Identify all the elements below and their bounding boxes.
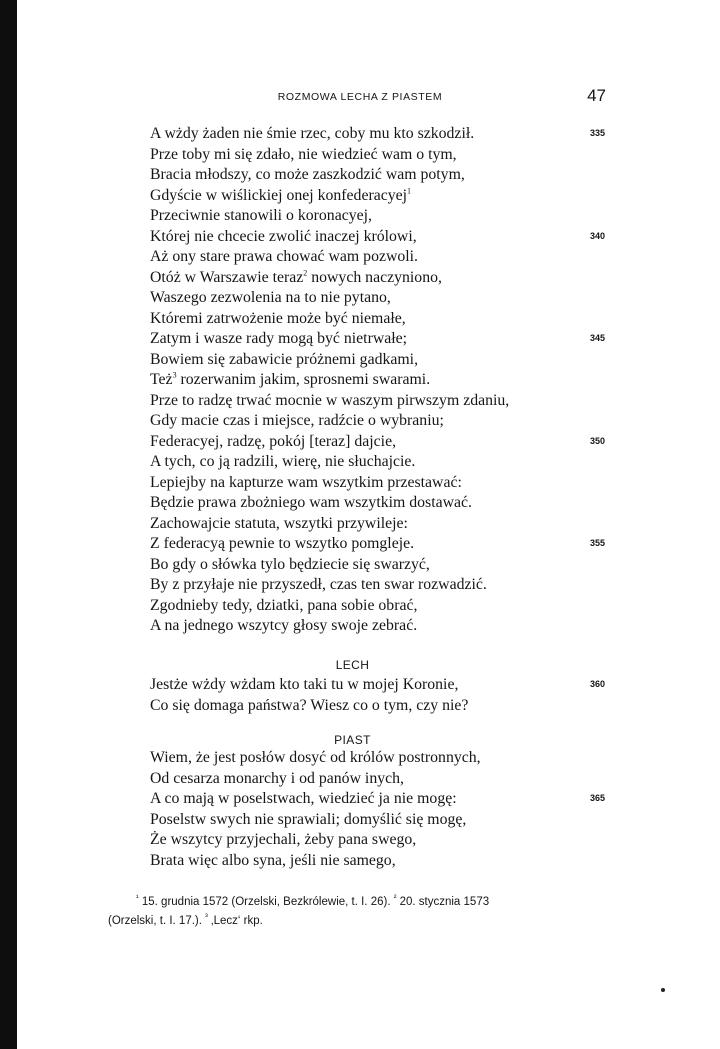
verse-line: [150, 227, 605, 248]
verse-text: Wiem, że jest posłów dosyć od królów postronnych,: [150, 749, 481, 766]
verse-text: Lepiejby na kapturze wam wszytkim przestawać:: [150, 473, 462, 491]
footnotes: [108, 893, 600, 931]
verse-text: Będzie prawa zbożniego wam wszytkim dostawać.: [150, 494, 472, 511]
verse-line: [150, 596, 605, 617]
paper-speck: [661, 988, 665, 992]
verse-text: Zgodnieby tedy, dziatki, pana sobie obrać,: [150, 596, 418, 614]
verse-text: A na jednego wszytcy głosy swoje zebrać.: [150, 617, 418, 634]
verse-line: [150, 370, 605, 391]
verse-text: Aż ony stare prawa chować wam pozwoli.: [150, 248, 419, 265]
verse-text: Bracia młodszy, co może zaszkodzić wam potym,: [150, 166, 465, 183]
verse-line: [150, 575, 605, 596]
footnote-line-1: [108, 893, 600, 912]
verse-text: Jestże wżdy wżdam kto taki tu w mojej Koronie,: [150, 676, 459, 693]
verse-text: Przeciwnie stanowili o koronacyej,: [150, 207, 372, 224]
verse-line: [150, 493, 605, 514]
verse-line: [150, 810, 605, 831]
verse-line: [150, 555, 605, 576]
verse-line: [150, 514, 605, 535]
verse-text: Bo gdy o słówka tylo będziecie się swarzyć,: [150, 555, 430, 573]
verse-text: A tych, co ją radzili, wierę, nie słuchajcie.: [150, 453, 416, 470]
verse-text: Co się domaga państwa? Wiesz co o tym, czy nie?: [150, 696, 469, 714]
speaker-piast: PIAST: [334, 733, 371, 747]
verse-stanza-3: [150, 748, 605, 871]
verse-text: Poselstw swych nie sprawiali; domyślić się mogę,: [150, 810, 467, 828]
book-spine-shadow: [0, 0, 17, 1049]
verse-text: A co mają w poselstwach, wiedzieć ja nie mogę:: [150, 790, 457, 807]
verse-line: [150, 309, 605, 330]
footnote-ref: 2: [303, 268, 308, 278]
verse-line: [150, 675, 605, 696]
verse-line: [150, 391, 605, 412]
verse-line: [150, 411, 605, 432]
verse-line: [150, 124, 605, 145]
verse-text: Bowiem się zabawicie próżnemi gadkami,: [150, 350, 419, 368]
line-number: 365: [589, 793, 605, 803]
line-number: 335: [589, 128, 605, 138]
running-title: ROZMOWA LECHA Z PIASTEM: [277, 91, 443, 103]
verse-text: Brata więc albo syna, jeśli nie samego,: [150, 851, 396, 869]
verse-text-continued: rozerwanim jakim, sprosnemi swarami.: [176, 371, 431, 388]
verse-text: Gdyście w wiślickiej onej konfederacyej: [150, 186, 408, 204]
verse-line: [150, 473, 605, 494]
verse-line: [150, 851, 605, 872]
line-number: 350: [589, 435, 605, 446]
footnote-marker-2: ²: [393, 893, 397, 903]
verse-line: [150, 769, 605, 790]
verse-text: Prze to radzę trwać mocnie w waszym pirwszym zdaniu,: [150, 391, 510, 409]
verse-line: [150, 789, 605, 810]
verse-text: Któremi zatrwożenie może być niemałe,: [150, 309, 406, 327]
verse-line: [150, 616, 605, 637]
footnote-line-2: [108, 912, 600, 931]
speaker-lech: LECH: [335, 658, 370, 672]
verse-line: [150, 696, 605, 717]
verse-line: [150, 452, 605, 473]
verse-line: [150, 165, 605, 186]
verse-text: Waszego zezwolenia na to nie pytano,: [150, 289, 391, 306]
verse-text: Gdy macie czas i miejsce, radźcie o wybraniu;: [150, 412, 444, 429]
footnote-ref: 3: [172, 370, 177, 380]
verse-text: A wżdy żaden nie śmie rzec, coby mu kto szkodził.: [150, 125, 475, 142]
page-number: 47: [587, 86, 606, 105]
verse-line: [150, 432, 605, 453]
footnote-2-part-2: (Orzelski, t. I. 17.).: [108, 915, 202, 927]
verse-line: [150, 329, 605, 350]
footnote-2-part-1: 20. stycznia 1573: [399, 896, 490, 908]
verse-text: Której nie chcecie zwolić inaczej królowi,: [150, 227, 417, 245]
verse-line: [150, 748, 605, 769]
verse-line: [150, 247, 605, 268]
verse-stanza-1: [150, 124, 605, 637]
verse-text: Też: [150, 371, 173, 388]
line-number: 360: [589, 679, 605, 689]
verse-text: By z przyłaje nie przyszedł, czas ten swar rozwadzić.: [150, 576, 487, 593]
footnote-1: 15. grudnia 1572 (Orzelski, Bezkrólewie, t. I. 26).: [141, 896, 391, 908]
line-number: 345: [589, 333, 605, 343]
verse-text: Federacyej, radzę, pokój [teraz] dajcie,: [150, 432, 397, 450]
verse-line: [150, 268, 605, 289]
line-number: 340: [589, 230, 605, 241]
footnote-ref: 1: [407, 186, 412, 196]
verse-line: [150, 145, 605, 166]
verse-line: [150, 288, 605, 309]
verse-text: Że wszytcy przyjechali, żeby pana swego,: [150, 831, 417, 848]
verse-text: Zachowajcie statuta, wszytki przywileje:: [150, 514, 408, 532]
verse-text: Otóż w Warszawie teraz: [150, 268, 304, 286]
verse-text: Od cesarza monarchy i od panów inych,: [150, 769, 404, 787]
verse-text-continued: nowych naczyniono,: [307, 268, 442, 286]
verse-line: [150, 206, 605, 227]
verse-text: Zatym i wasze rady mogą być nietrwałe;: [150, 330, 408, 347]
verse-line: [150, 534, 605, 555]
footnote-marker-1: ¹: [136, 893, 139, 903]
verse-text: Prze toby mi się zdało, nie wiedzieć wam o tym,: [150, 145, 457, 163]
footnote-3: ‚Lecz‘ rkp.: [211, 915, 263, 927]
verse-line: [150, 350, 605, 371]
line-number: 355: [589, 538, 605, 548]
verse-text: Z federacyą pewnie to wszytko pomgleje.: [150, 535, 415, 552]
verse-line: [150, 186, 605, 207]
footnote-marker-3: ³: [205, 912, 208, 922]
verse-stanza-2: [150, 675, 605, 716]
verse-line: [150, 830, 605, 851]
